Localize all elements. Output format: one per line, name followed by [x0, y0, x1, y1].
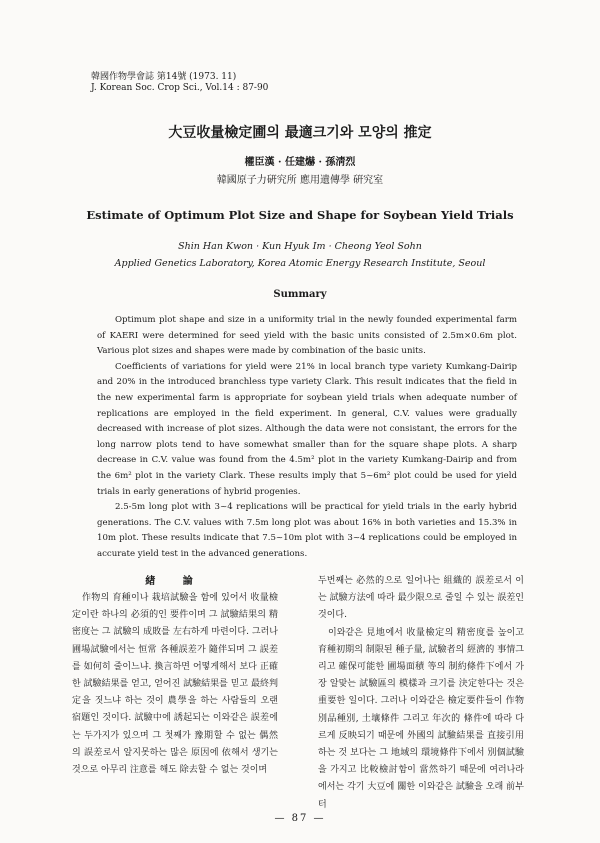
english-title: Estimate of Optimum Plot Size and Shape for Soybean Yield Trials [86, 208, 514, 222]
english-author-names: Shin Han Kwon · Kun Hyuk Im · Cheong Yeol Sohn [178, 241, 422, 252]
summary-paragraph-1: Optimum plot shape and size in a uniformity trial in the newly founded experimental farm of KAERI were determined for seed yield with the basic units consisted of 2.5m×0.6m plot. Various plot sizes and shapes were made by combination of the basic units. [97, 315, 517, 357]
journal-citation-korean: 韓國作物學會誌 第14號 (1973. 11) [91, 72, 237, 82]
summary-body [97, 313, 517, 563]
korean-title: 大豆收量檢定圃의 最適크기와 모양의 推定 [168, 125, 432, 141]
introduction-left-column [72, 590, 278, 779]
korean-author-names: 權臣漢 · 任建爀 · 孫淸烈 [244, 157, 356, 168]
introduction-heading: 緖 論 [145, 576, 205, 587]
journal-citation [91, 72, 268, 94]
introduction-paragraph: 作物의 育種이나 栽培試驗을 함에 있어서 收量檢定이란 하나의 必須的인 要件이며 그 試驗結果의 精密度는 그 試驗의 成敗를 左右하게 마련이다. 그러나 圃場試驗에서는 恒常 各種誤差가 隨伴되며 그 誤差를 如何히 줄이느냐. 換言하면 어떻게해서 보다 正確한 試驗結果를 얻고, 얻어진 試驗結果를 믿고 最終判定을 짓느냐 하는 것이 農學을 하는 사람들의 오랜 宿題인 것이다. 試驗中에 誘起되는 이와같은 誤差에는 두가지가 있으며 그 첫째가 豫期할 수 없는 偶然의 誤差로서 알지못하는 많은 原因에 依해서 생기는 것으로 아무리 注意를 해도 除去할 수 없는 것이며 [72, 593, 278, 776]
summary-paragraph-2: Coefficients of variations for yield were 21% in local branch type variety Kumkang-Dairip and 20% in the introduced branchless type variety Clark. This result indicates that the field in the new experimental farm is appropriate for soybean yield trials when adequate number of replications are employed in the field experiment. In general, C.V. values were gradually decreased with increase of plot sizes. Although the data were not consistant, the errors for the long narrow plots tend to have somewhat smaller than for the square shape plots. A sharp decrease in C.V. value was found from the 4.5m² plot in the variety Kumkang-Dairip and from the 6m² plot in the variety Clark. These results imply that 5~6m² plot could be used for yield trials in early generations of hybrid progenies. [97, 361, 517, 497]
english-affiliation: Applied Genetics Laboratory, Korea Atomic Energy Research Institute, Seoul [114, 258, 486, 269]
summary-paragraph-3: 2.5-5m long plot with 3~4 replications will be practical for yield trials in the early hybrid generations. The C.V. values with 7.5m long plot was about 16% in both varieties and 15.3% in 10m plot. These results indicate that 7.5~10m plot with 3~4 replications could be employed in accurate yield test in the advanced generations. [97, 502, 517, 559]
introduction-paragraph: 이와같은 見地에서 收量檢定의 精密度를 높이고 育種初期의 制限된 種子量, 試驗者의 經濟的 事情그리고 確保可能한 圃場面積 等의 制約條件下에서 가장 알맞는 試驗區의 模樣과 크기를 決定한다는 것은 重要한 일이다. 그러나 이와같은 檢定要件들이 作物別品種別, 土壤條件 그리고 年次的 條件에 따라 다르게 反映되기 때문에 外國의 試驗結果를 直接引用하는 것 보다는 그 地域의 環境條件下에서 別個試驗을 가지고 比較檢討함이 當然하기 때문에 여러나라에서는 각기 大豆에 關한 이와같은 試驗을 오래 前부터 [318, 627, 524, 810]
english-authors-block [0, 238, 600, 272]
summary-heading: Summary [273, 289, 327, 300]
korean-authors-block [0, 154, 600, 190]
introduction-paragraph: 두번째는 必然的으로 일어나는 組織的 誤差로서 이는 試驗方法에 따라 最少限으로 줄일 수 있는 誤差인 것이다. [318, 576, 524, 621]
korean-affiliation: 韓國原子力硏究所 應用遺傳學 硏究室 [216, 175, 384, 186]
introduction-right-column [318, 573, 524, 814]
journal-citation-english: J. Korean Soc. Crop Sci., Vol.14 : 87-90 [91, 83, 269, 93]
page-number: — 87 — [274, 813, 326, 824]
